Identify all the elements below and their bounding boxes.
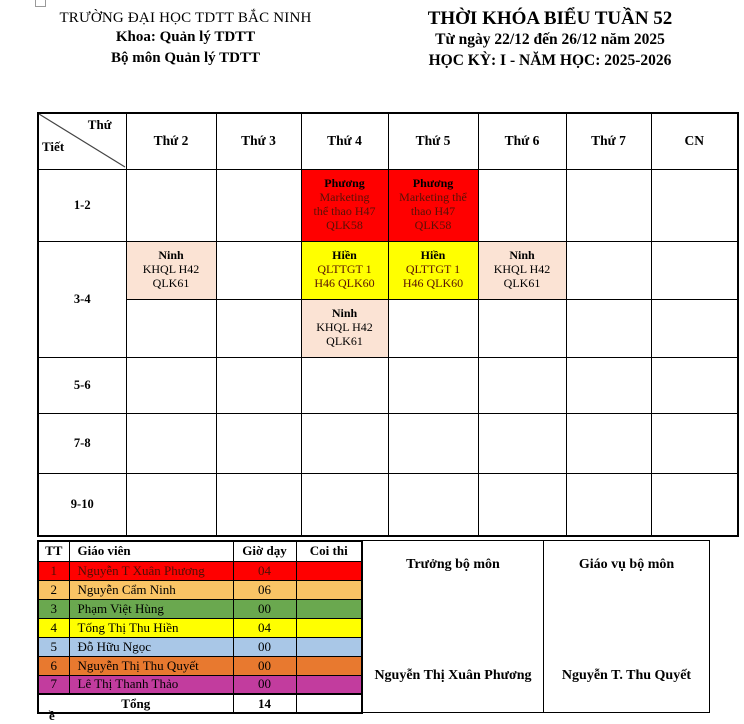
class-line: QLK61: [152, 275, 190, 290]
class-line: KHQL H42: [316, 320, 373, 335]
corner-cell: [38, 113, 126, 169]
teacher-index: 7: [38, 675, 69, 694]
schedule-table: [37, 112, 739, 537]
teacher-coithi: [296, 637, 362, 656]
empty-cell: [651, 299, 738, 357]
period-label-1-2: 1-2: [38, 169, 126, 241]
class-cell-thu2-p34: [126, 241, 216, 299]
date-range: Từ ngày 22/12 đến 26/12 năm 2025: [435, 31, 665, 48]
class-line: QLK61: [503, 275, 541, 290]
period-row-9-10: [38, 473, 738, 536]
empty-cell: [126, 169, 216, 241]
class-line: H46 QLK60: [402, 275, 464, 290]
empty-cell: [301, 357, 388, 413]
teacher-coithi: [296, 656, 362, 675]
period-row-3-4a: [38, 241, 738, 299]
day-header-thu3: Thứ 3: [216, 113, 301, 169]
teacher-row: [38, 561, 362, 580]
col-header-teacher: Giáo viên: [69, 541, 233, 561]
signature-title-clerk: Giáo vụ bộ môn: [578, 557, 675, 572]
empty-cell: [478, 299, 566, 357]
teacher-hours: 04: [233, 561, 296, 580]
teacher-hours: 00: [233, 599, 296, 618]
teacher-hours: 00: [233, 637, 296, 656]
class-line: thể thao H47: [313, 204, 376, 218]
teacher-row: [38, 580, 362, 599]
empty-cell: [651, 357, 738, 413]
period-label-7-8: 7-8: [38, 413, 126, 473]
signature-title-head: Trưởng bộ môn: [406, 557, 500, 572]
teacher-short-name: Hiền: [332, 248, 357, 263]
teacher-short-name: Ninh: [331, 306, 358, 321]
empty-cell: [566, 473, 651, 536]
total-row: [38, 694, 362, 713]
university-name: TRƯỜNG ĐẠI HỌC TDTT BẮC NINH: [59, 10, 312, 26]
period-row-5-6: [38, 357, 738, 413]
day-header-thu5: Thứ 5: [388, 113, 478, 169]
class-cell-thu6-p34: [478, 241, 566, 299]
anchor-box-icon: [35, 0, 46, 7]
class-line: H46 QLK60: [314, 275, 375, 290]
empty-cell: [566, 357, 651, 413]
col-header-hours: Giờ dạy: [233, 541, 296, 561]
class-cell-thu5-p34: [388, 241, 478, 299]
class-line: QLTTGT 1: [317, 262, 372, 277]
empty-cell: [301, 413, 388, 473]
teachers-table: [37, 540, 363, 723]
corner-label-day: Thứ: [87, 117, 112, 132]
signature-name-clerk: Nguyễn T. Thu Quyết: [561, 668, 692, 683]
teacher-index: 2: [38, 580, 69, 599]
day-header-thu7: Thứ 7: [566, 113, 651, 169]
empty-cell: [216, 473, 301, 536]
org-header: [18, 10, 353, 69]
teacher-row: [38, 675, 362, 694]
class-line: KHQL H42: [493, 262, 551, 277]
teacher-name: Nguyễn T Xuân Phương: [69, 561, 233, 580]
empty-cell: [651, 169, 738, 241]
empty-cell: [388, 413, 478, 473]
col-header-tt: TT: [38, 541, 69, 561]
day-header-cn: CN: [651, 113, 738, 169]
teacher-coithi: [296, 618, 362, 637]
period-label-9-10: 9-10: [38, 473, 126, 536]
teacher-index: 6: [38, 656, 69, 675]
period-label-5-6: 5-6: [38, 357, 126, 413]
signature-name-head: Nguyễn Thị Xuân Phương: [374, 668, 532, 683]
class-line: thao H47: [410, 204, 456, 218]
teacher-coithi: [296, 675, 362, 694]
empty-cell: [126, 413, 216, 473]
class-cell-thu4-p34a: [301, 241, 388, 299]
col-header-coithi: Coi thi: [296, 541, 362, 561]
empty-cell: [126, 473, 216, 536]
teacher-short-name: Phương: [412, 176, 454, 191]
empty-cell: [216, 241, 301, 299]
empty-cell: [478, 357, 566, 413]
teacher-index: 3: [38, 599, 69, 618]
empty-cell: [478, 413, 566, 473]
signature-box-head: [363, 541, 544, 712]
faculty-name: Khoa: Quản lý TDTT: [115, 29, 256, 45]
empty-cell: [478, 169, 566, 241]
teacher-row: [38, 637, 362, 656]
teacher-index: 5: [38, 637, 69, 656]
total-coithi-empty: [296, 694, 362, 713]
empty-cell: [651, 241, 738, 299]
class-line: KHQL H42: [142, 262, 200, 277]
period-label-3-4: 3-4: [38, 241, 126, 357]
teacher-row: [38, 656, 362, 675]
teachers-header-row: [38, 541, 362, 561]
empty-cell: [651, 473, 738, 536]
teacher-row: [38, 599, 362, 618]
period-row-7-8: [38, 413, 738, 473]
teacher-coithi: [296, 580, 362, 599]
signature-panel: [362, 540, 710, 713]
teacher-short-name: Phương: [324, 176, 365, 191]
empty-cell: [216, 299, 301, 357]
teacher-name: Phạm Việt Hùng: [69, 599, 233, 618]
corner-label-period: Tiết: [42, 139, 65, 154]
class-line: QLK61: [326, 333, 363, 348]
period-row-1-2: [38, 169, 738, 241]
empty-cell: [388, 299, 478, 357]
page-title: THỜI KHÓA BIỂU TUẦN 52: [427, 8, 673, 29]
empty-cell: [216, 357, 301, 413]
clipped-next-line-fragment: ề: [49, 708, 55, 723]
empty-cell: [216, 169, 301, 241]
teacher-row: [38, 618, 362, 637]
class-line: QLTTGT 1: [405, 262, 461, 277]
empty-cell: [126, 357, 216, 413]
class-line: QLK58: [326, 217, 363, 232]
class-cell-thu5-p12: [388, 169, 478, 241]
empty-cell: [301, 473, 388, 536]
class-cell-thu4-p12: [301, 169, 388, 241]
teacher-short-name: Hiền: [420, 248, 446, 263]
empty-cell: [388, 357, 478, 413]
empty-cell: [478, 473, 566, 536]
day-header-thu6: Thứ 6: [478, 113, 566, 169]
teacher-coithi: [296, 599, 362, 618]
empty-cell: [388, 473, 478, 536]
teacher-index: 4: [38, 618, 69, 637]
schedule-header-row: [38, 113, 738, 169]
teacher-short-name: Ninh: [509, 248, 535, 263]
empty-cell: [566, 169, 651, 241]
teacher-name: Đỗ Hữu Ngọc: [69, 637, 233, 656]
schedule-header: [375, 8, 725, 72]
teacher-hours: 04: [233, 618, 296, 637]
period-row-3-4b: [38, 299, 738, 357]
signature-box-clerk: [544, 541, 709, 712]
class-line: Marketing thể: [399, 190, 467, 205]
empty-cell: [651, 413, 738, 473]
teacher-name: Nguyễn Thị Thu Quyết: [69, 656, 233, 675]
total-hours: 14: [233, 694, 296, 713]
teacher-hours: 06: [233, 580, 296, 599]
empty-cell: [566, 413, 651, 473]
department-name: Bộ môn Quản lý TDTT: [111, 50, 260, 66]
teacher-name: Tống Thị Thu Hiền: [69, 618, 233, 637]
empty-cell: [566, 241, 651, 299]
teacher-hours: 00: [233, 656, 296, 675]
class-line: QLK58: [414, 217, 452, 232]
day-header-thu4: Thứ 4: [301, 113, 388, 169]
day-header-thu2: Thứ 2: [126, 113, 216, 169]
class-line: Marketing: [319, 190, 370, 205]
total-label: Tổng: [38, 694, 233, 713]
teacher-short-name: Ninh: [158, 248, 184, 263]
teacher-name: Nguyễn Cẩm Ninh: [69, 580, 233, 599]
class-cell-thu4-p34b: [301, 299, 388, 357]
empty-cell: [126, 299, 216, 357]
empty-cell: [216, 413, 301, 473]
teacher-name: Lê Thị Thanh Thảo: [69, 675, 233, 694]
empty-cell: [566, 299, 651, 357]
teacher-hours: 00: [233, 675, 296, 694]
semester-info: HỌC KỲ: I - NĂM HỌC: 2025-2026: [428, 51, 672, 69]
teacher-index: 1: [38, 561, 69, 580]
teacher-coithi: [296, 561, 362, 580]
